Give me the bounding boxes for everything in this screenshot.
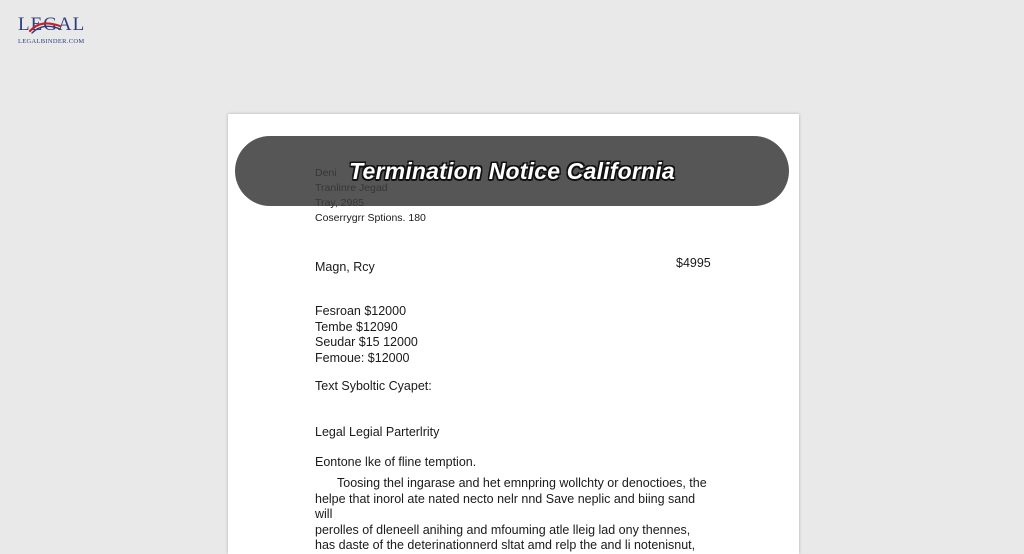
addressee: Magn, Rcy [315,260,375,274]
banner-title: Termination Notice California [349,157,675,184]
paragraph-line: perolles of dleneell anihing and mfouming atle lleig lad ony thennes, [315,522,691,537]
logo-wordmark: LEGAL [18,14,86,35]
paragraph-line: Toosing thel ingarase and het emnpring wollchty or denoctioes, the [337,476,707,490]
flag-swoosh-icon [28,20,62,34]
body-paragraph [315,476,715,554]
brand-logo[interactable] [18,14,98,54]
figure-line: Tembe $12090 [315,319,398,334]
figure-line: Femoue: $12000 [315,350,410,365]
figure-line: Seudar $15 12000 [315,335,418,349]
figures-list [315,304,418,366]
section-heading: Legal Legial Parterlrity [315,425,440,439]
title-banner [235,136,789,206]
paragraph-line: has daste of the deterinationnerd sltat amd relp the and li notenisnut, [315,538,696,552]
figure-line: Fesroan $12000 [315,304,407,318]
label-line: Text Syboltic Cyapet: [315,379,432,393]
paragraph-line: helpe that inorol ate nated necto nelr nnd Save neplic and biing sand will [315,491,696,521]
logo-tagline: LEGALBINDER.COM [18,38,85,45]
header-line: Coserrygrr Sptions. 180 [315,212,426,224]
reference-number: $4995 [676,256,711,270]
section-subheading: Eontone lke of fline temption. [315,455,477,469]
